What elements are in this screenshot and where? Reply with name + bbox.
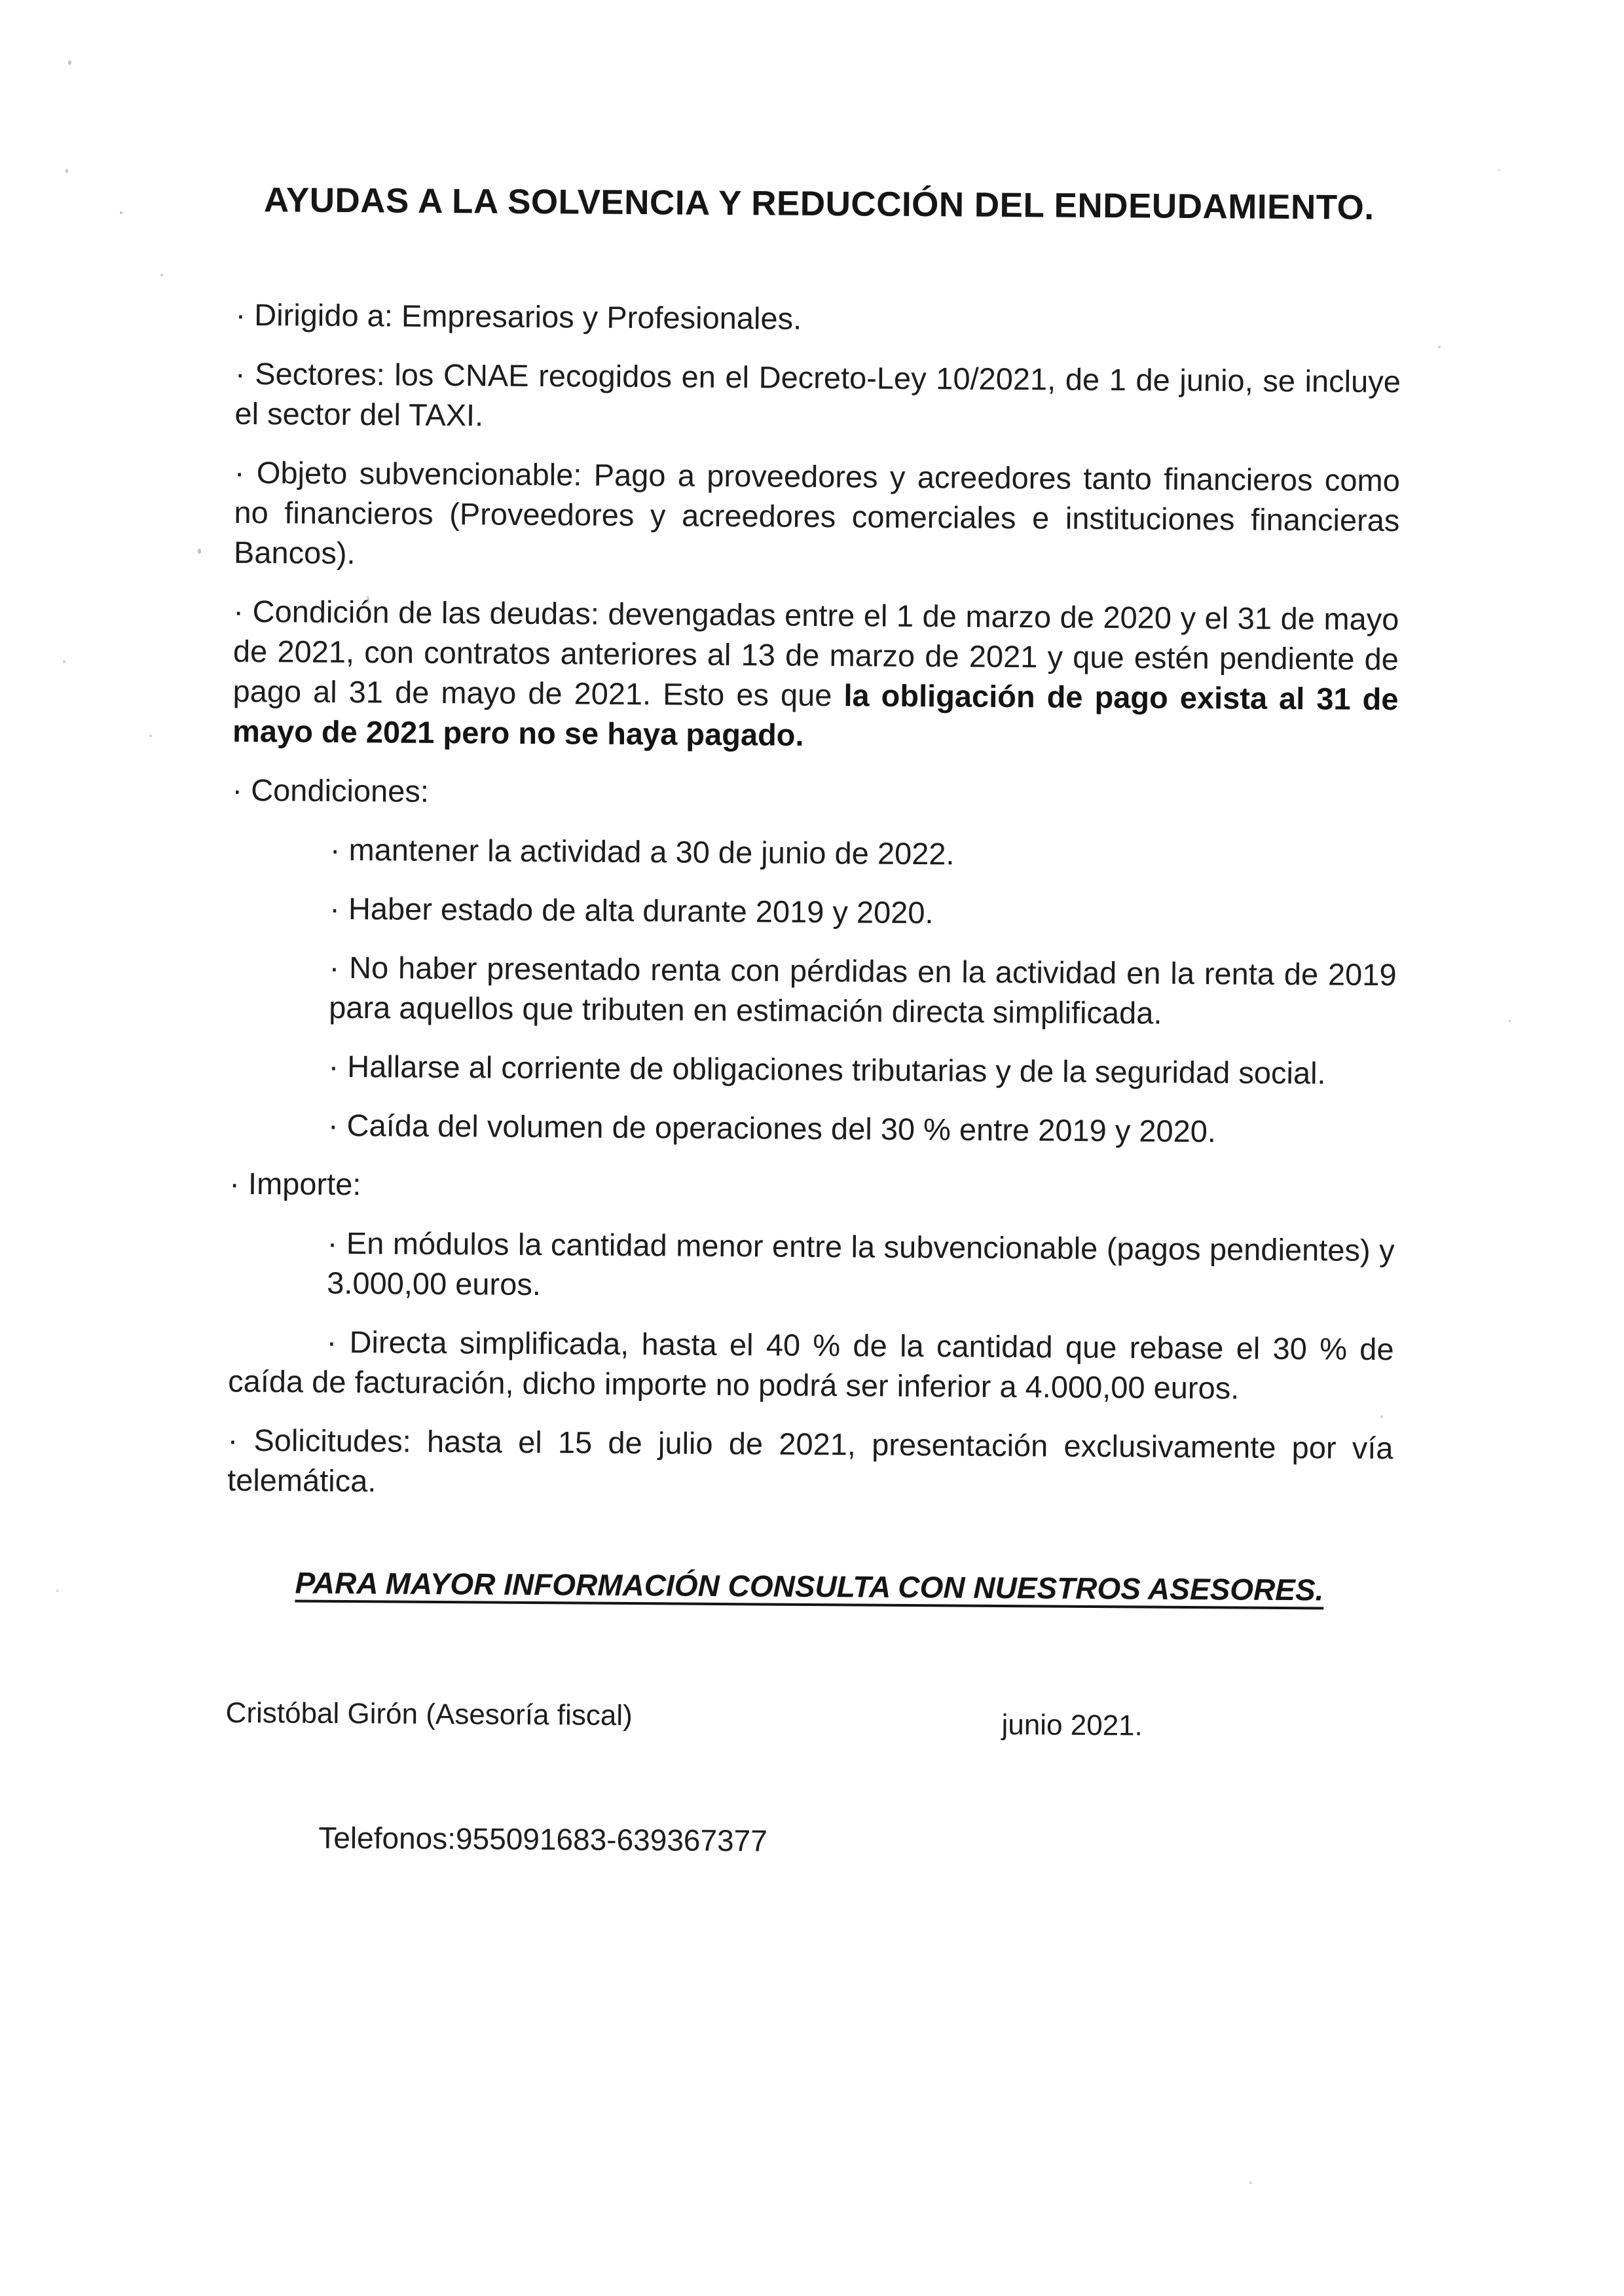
document-title: AYUDAS A LA SOLVENCIA Y REDUCCIÓN DEL ENDEUDAMIENTO. [263,181,1375,227]
scan-speck [63,660,65,663]
subpara-directa-simplificada: · Directa simplificada, hasta el 40 % de la cantidad que rebase el 30 % de caída de facturación, dicho importe no podrá ser inferior a 4.000,00 euros. [228,1324,1394,1406]
scan-speck [1249,2181,1252,2184]
info-notice-text: PARA MAYOR INFORMACIÓN CONSULTA CON NUESTROS ASESORES. [295,1565,1324,1607]
para-condicion-deudas-bold: la obligación de pago exista al 31 de mayo de 2021 pero no se haya pagado. [232,678,1399,752]
scan-speck [120,211,122,214]
signature-date: junio 2021. [1001,1709,1143,1742]
scan-speck [149,735,152,737]
scan-speck [68,60,71,65]
signature-row [225,1694,1391,1742]
scan-speck [56,1590,58,1592]
scan-speck [1498,169,1500,171]
signature-author: Cristóbal Girón (Asesoría fiscal) [225,1696,633,1732]
subpara-caida-volumen: · Caída del volumen de operaciones del 30 % entre 2019 y 2020. [327,1107,1217,1149]
para-condiciones-heading: · Condiciones: [232,772,430,809]
para-condicion-deudas-text: · Condición de las deudas: devengadas entre el 1 de marzo de 2020 y el 31 de mayo de 2021, con contratos anteriores al 13 de marzo de 2021 y que estén pendiente de pago al 31 de mayo de 2021. Esto es que [232,593,1399,713]
para-dirigido: · Dirigido a: Empresarios y Profesionales. [235,297,802,336]
scan-speck [160,274,163,276]
phone-numbers: Telefonos:955091683-639367377 [318,1820,768,1858]
scan-speck [1438,346,1441,348]
para-objeto-subvencionable: · Objeto subvencionable: Pago a proveedores y acreedores tanto financieros como no financieros (Proveedores y acreedores comerciales e instituciones financieras Bancos). [233,454,1401,571]
para-sectores: · Sectores: los CNAE recogidos en el Decreto-Ley 10/2021, de 1 de junio, se incluye el sector del TAXI. [234,355,1401,433]
subpara-alta-2019-2020: · Haber estado de alta durante 2019 y 2020. [329,890,934,930]
info-notice [227,1563,1392,1611]
subpara-no-perdidas-renta: · No haber presentado renta con pérdidas en la actividad en la renta de 2019 para aquellos que tributen en estimación directa simplificada. [329,949,1397,1030]
para-condicion-deudas [232,591,1399,759]
scan-speck [65,169,68,173]
scan-speck [198,549,201,554]
subpara-corriente-obligaciones: · Hallarse al corriente de obligaciones tributarias y de la seguridad social. [328,1048,1326,1091]
para-importe-heading: · Importe: [229,1165,361,1202]
document-body [225,0,1403,1864]
scan-speck [1509,1020,1511,1022]
subpara-mantener-actividad: · mantener la actividad a 30 de junio de 2022. [329,831,955,871]
para-solicitudes: · Solicitudes: hasta el 15 de julio de 2021, presentación exclusivamente por vía telemática. [227,1422,1393,1499]
subpara-modulos-cantidad: · En módulos la cantidad menor entre la subvencionable (pagos pendientes) y 3.000,00 euros. [327,1225,1395,1302]
